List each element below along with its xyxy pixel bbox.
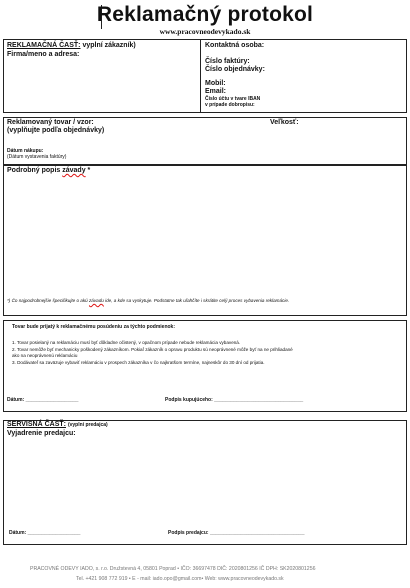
defect-note bbox=[7, 298, 289, 304]
customer-header bbox=[7, 42, 136, 50]
condition-item-2: 2. Tovar nemôže byť mechanicky poškodený zákazníkom. Pokiaľ zákazník o opravu produktu sú neoprávnené môže byť na ne prihliadané bbox=[12, 347, 293, 352]
footer-company-line: PRACOVNÉ ODEVY IADO, s. r.o. Družstevná 4, 05801 Poprad • IČO: 36697478 DIČ: 2020801256 IČ DPH: SK2020801256 bbox=[30, 566, 316, 572]
service-section-label: SERVISNÁ ČASŤ: bbox=[7, 421, 66, 428]
service-header bbox=[7, 421, 108, 429]
defect-note-word: závadu bbox=[88, 298, 104, 303]
account-label: Číslo účtu v tvare IBAN bbox=[205, 96, 261, 102]
service-section bbox=[3, 420, 407, 545]
item-hint: (vyplňujte podľa objednávky) bbox=[7, 127, 105, 134]
service-date-field[interactable]: Dátum: ___________________ bbox=[9, 530, 81, 536]
buyer-signature-field[interactable]: Podpis kupujúceho: ________________________________ bbox=[165, 397, 304, 403]
condition-item-1: 1. Tovar posielaný na reklamáciu musí byť dôkladne očistený, v opačnom prípade nebude reklamácia vybavená. bbox=[12, 340, 241, 345]
defect-note-suffix: ide, a kde sa vyskytuje. Podstatne tak uľahčíte i skrátite celý proces vybavenia reklamácie. bbox=[103, 298, 290, 303]
size-label: Veľkosť: bbox=[270, 119, 299, 126]
seller-signature-field[interactable]: Podpis predajcu: __________________________________ bbox=[168, 530, 305, 536]
defect-note-prefix: *) Čo najpodrobnejšie špecifikujte o akú bbox=[7, 298, 89, 303]
conditions-date-field[interactable]: Dátum: ___________________ bbox=[7, 397, 79, 403]
defect-label-prefix: Podrobný popis bbox=[7, 167, 63, 174]
defect-label bbox=[7, 167, 90, 175]
defect-label-word: závady bbox=[62, 167, 86, 174]
customer-divider bbox=[200, 39, 201, 113]
order-label: Číslo objednávky: bbox=[205, 66, 265, 73]
company-label: Firma/meno a adresa: bbox=[7, 51, 80, 58]
defect-section bbox=[3, 165, 407, 316]
condition-item-2-cont: ako na neoprávnenú reklamáciu bbox=[12, 353, 78, 358]
email-label: Email: bbox=[205, 88, 227, 95]
account-hint: v prípade dobropisu: bbox=[205, 102, 255, 108]
purchase-date-label: Dátum nákupu: bbox=[7, 148, 44, 154]
condition-item-3: 3. Dodávateľ sa zaväzuje vybaviť reklamáciu v prospech zákazníka v čo najkratšom termíne, najneskôr do 30 dní od prijatia. bbox=[12, 360, 265, 365]
item-label: Reklamovaný tovar / vzor: bbox=[7, 119, 94, 126]
contact-label: Kontaktná osoba: bbox=[205, 42, 265, 49]
seller-statement-label: Vyjadrenie predajcu: bbox=[7, 430, 76, 437]
footer-contact-line: Tel. +421 908 772 919 • E - mail: iado.opo@gmail.com• Web: www.pracovneodevyk​ado.sk bbox=[76, 576, 284, 582]
header-website: www.pracovneodevyk​ado.sk bbox=[159, 27, 251, 36]
purchase-date-hint: (Dátum vystavenia faktúry) bbox=[7, 154, 67, 160]
service-section-hint: (vyplní predajca) bbox=[67, 422, 108, 428]
conditions-heading: Tovar bude prijatý k reklamačnému posúdeniu za týchto podmienok: bbox=[12, 324, 175, 330]
mobile-label: Mobil: bbox=[205, 80, 226, 87]
invoice-label: Číslo faktúry: bbox=[205, 58, 250, 65]
customer-section-hint: vyplní zákazník) bbox=[82, 42, 136, 49]
customer-section-label: REKLAMAČNÁ ČASŤ: bbox=[7, 42, 81, 49]
defect-label-suffix: * bbox=[85, 167, 91, 174]
document-title: Reklamačný protokol bbox=[96, 3, 314, 26]
